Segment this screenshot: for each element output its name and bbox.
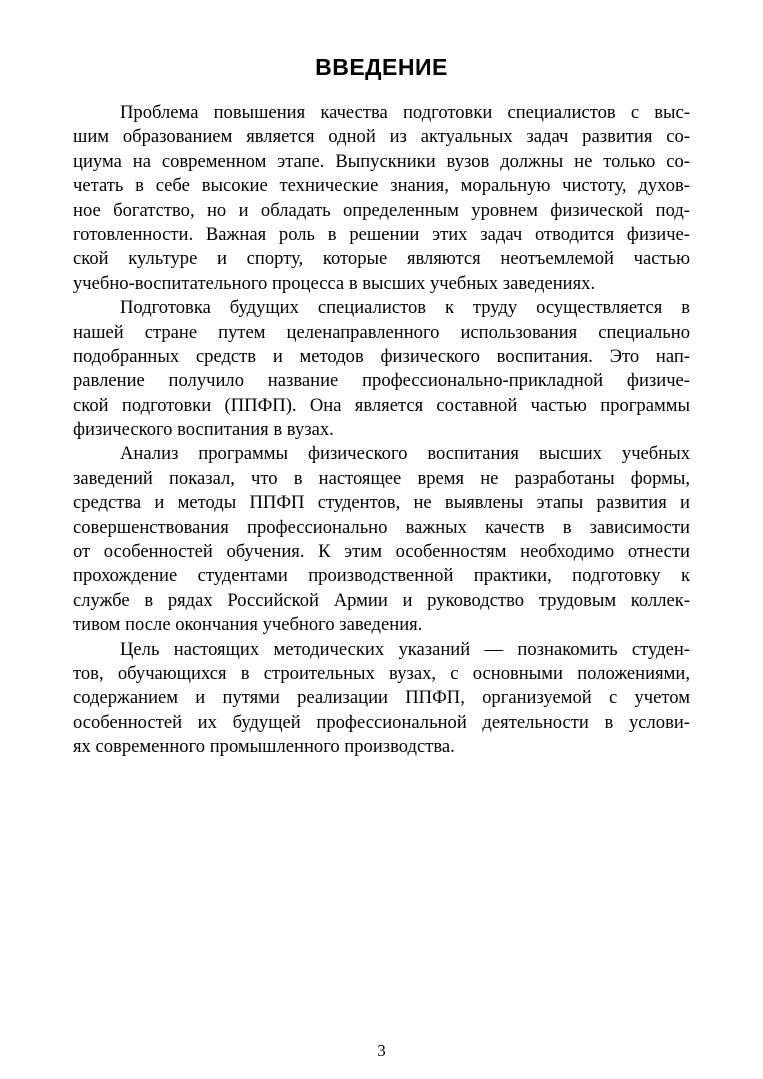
text-line: Проблема повышения качества подготовки специалистов с выс- xyxy=(120,102,690,123)
text-line: заведений показал, что в настоящее время не разработаны формы, xyxy=(73,467,690,489)
text-line: циума на современном этапе. Выпускники вузов должны не только со- xyxy=(73,150,690,172)
body-text xyxy=(73,101,690,760)
text-line: тов, обучающихся в строительных вузах, с основными положениями, xyxy=(73,662,690,684)
text-line: совершенствования профессионально важных качеств в зависимости xyxy=(73,516,690,538)
text-line: прохождение студентами производственной практики, подготовку к xyxy=(73,565,690,587)
text-line: Подготовка будущих специалистов к труду осуществляется в xyxy=(120,297,690,319)
text-line: содержанием и путями реализации ППФП, организуемой с учетом xyxy=(73,687,690,709)
text-line: нашей стране путем целенаправленного использования специально xyxy=(73,321,690,343)
paragraph-4 xyxy=(73,638,690,760)
text-line: Цель настоящих методических указаний — познакомить студен- xyxy=(120,638,690,660)
text-line: шим образованием является одной из актуальных задач развития со- xyxy=(73,126,690,148)
text-line: ное богатство, но и обладать определенным уровнем физической под- xyxy=(73,199,690,221)
text-line: ях современного промышленного производства. xyxy=(73,736,455,758)
text-line: подобранных средств и методов физического воспитания. Это нап- xyxy=(73,345,690,367)
text-line: готовленности. Важная роль в решении этих задач отводится физиче- xyxy=(73,223,690,245)
paragraph-2 xyxy=(73,296,690,442)
text-line: физического воспитания в вузах. xyxy=(73,419,334,441)
page-title: ВВЕДЕНИЕ xyxy=(315,54,448,80)
text-line: от особенностей обучения. К этим особенностям необходимо отнести xyxy=(73,541,690,563)
page-number: 3 xyxy=(377,1041,386,1060)
text-line: службе в рядах Российской Армии и руководство трудовым коллек- xyxy=(73,589,690,611)
paragraph-3 xyxy=(73,442,690,637)
paragraph-1 xyxy=(73,101,690,296)
text-line: равление получило название профессионально-прикладной физиче- xyxy=(73,370,690,392)
text-line: средства и методы ППФП студентов, не выявлены этапы развития и xyxy=(73,492,690,514)
text-line: Анализ программы физического воспитания высших учебных xyxy=(120,443,690,465)
text-line: четать в себе высокие технические знания, моральную чистоту, духов- xyxy=(73,175,690,197)
text-line: учебно-воспитательного процесса в высших учебных заведениях. xyxy=(73,272,596,294)
text-line: ской подготовки (ППФП). Она является составной частью программы xyxy=(73,394,690,416)
text-line: тивом после окончания учебного заведения. xyxy=(73,614,423,636)
text-line: особенностей их будущей профессиональной деятельности в услови- xyxy=(73,711,690,733)
text-line: ской культуре и спорту, которые являются неотъемлемой частью xyxy=(73,248,690,270)
